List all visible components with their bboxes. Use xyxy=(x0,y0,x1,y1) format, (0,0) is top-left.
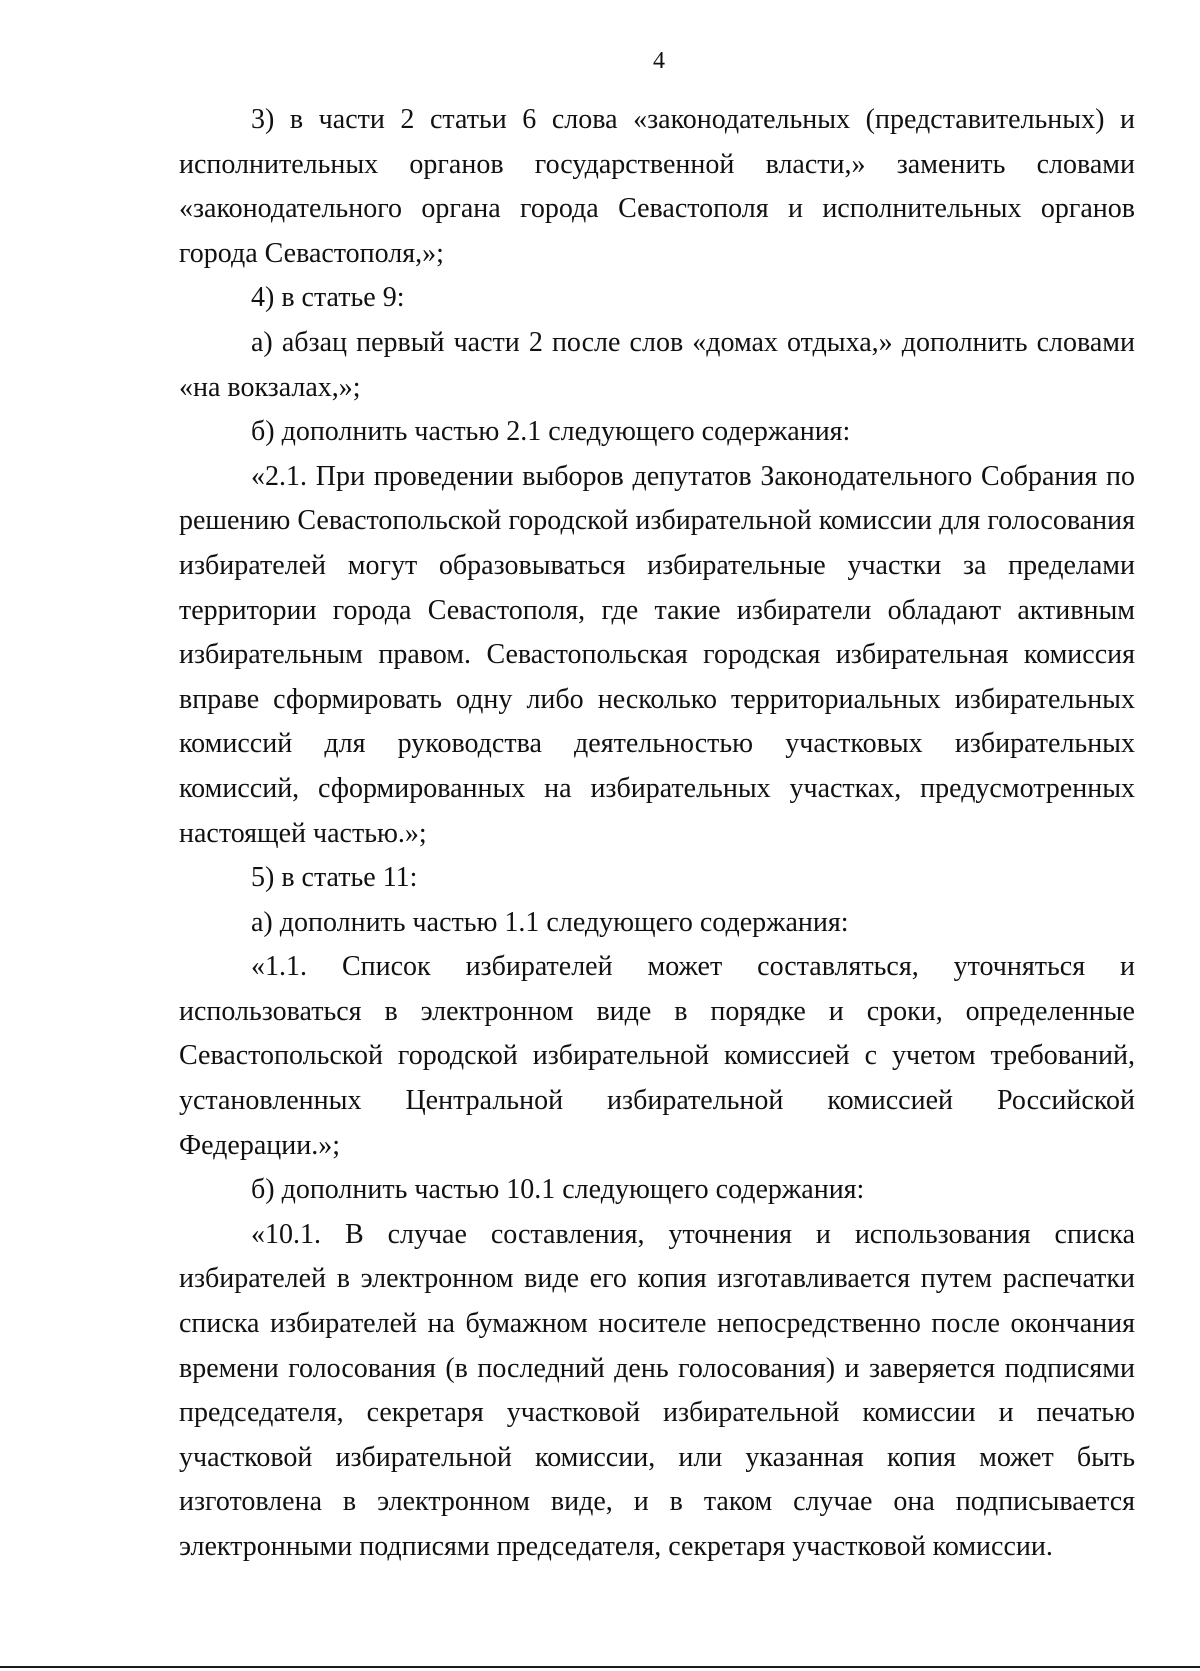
document-body xyxy=(179,98,1135,1570)
paragraph-item-5: 5) в статье 11: xyxy=(251,862,418,894)
paragraph-part-1-1: «1.1. Список избирателей может составляться, уточняться и использоваться в электронном виде в порядке и сроки, определенные Севастопольской городской избирательной комиссией с учетом требований, установленных Центральной избирательной комиссией Российской Федерации.»; xyxy=(179,951,1135,1161)
paragraph-item-3: 3) в части 2 статьи 6 слова «законодательных (представительных) и исполнительных органов государственной власти,» заменить словами «законодательного органа города Севастополя и исполнительных органов города Севастополя,»; xyxy=(179,104,1135,269)
paragraph-subitem-4b: б) дополнить частью 2.1 следующего содержания: xyxy=(251,416,851,448)
paragraph-subitem-5b: б) дополнить частью 10.1 следующего содержания: xyxy=(251,1174,865,1206)
paragraph-item-4: 4) в статье 9: xyxy=(251,282,405,314)
paragraph-part-10-1: «10.1. В случае составления, уточнения и использования списка избирателей в электронном виде его копия изготавливается путем распечатки списка избирателей на бумажном носителе непосредственно после окончания времени голосования (в последний день голосования) и заверяется подписями председателя, секретаря участковой избирательной комиссии и печатью участковой избирательной комиссии, или указанная копия может быть изготовлена в электронном виде, и в таком случае она подписывается электронными подписями председателя, секретаря участковой комиссии. xyxy=(179,1218,1135,1562)
paragraph-part-2-1: «2.1. При проведении выборов депутатов Законодательного Собрания по решению Севастопольской городской избирательной комиссии для голосования избирателей могут образовываться избирательные участки за пределами территории города Севастополя, где такие избиратели обладают активным избирательным правом. Севастопольская городская избирательная комиссия вправе сформировать одну либо несколько территориальных избирательных комиссий для руководства деятельностью участковых избирательных комиссий, сформированных на избирательных участках, предусмотренных настоящей частью.»; xyxy=(179,460,1135,849)
paragraph-subitem-5a: а) дополнить частью 1.1 следующего содержания: xyxy=(251,906,849,938)
paragraph-subitem-4a: а) абзац первый части 2 после слов «домах отдыха,» дополнить словами «на вокзалах,»; xyxy=(179,326,1135,403)
bottom-scan-edge xyxy=(0,1666,1200,1668)
page-number: 4 xyxy=(653,48,665,74)
